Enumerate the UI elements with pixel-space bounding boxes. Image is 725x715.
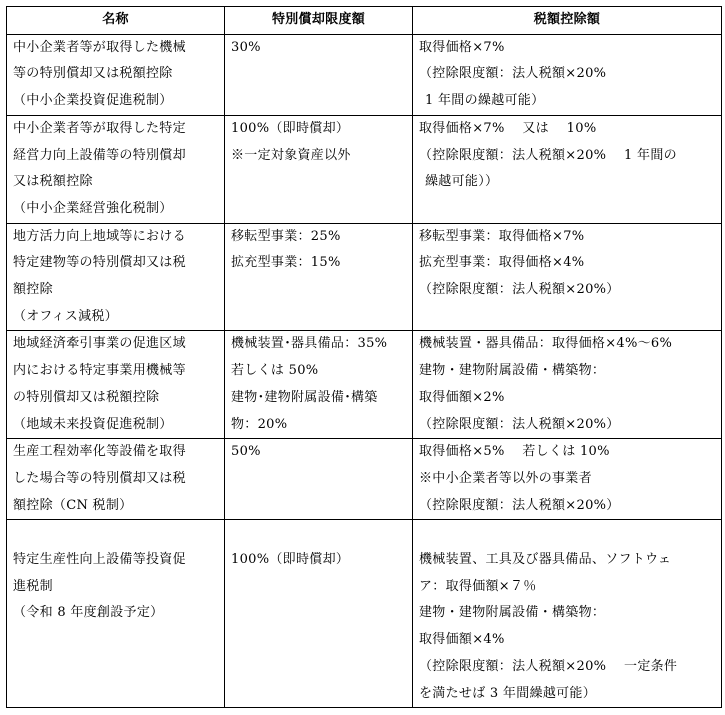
table-row: [7, 331, 722, 439]
cell-line: を満たせば 3 年間繰越可能）: [419, 685, 597, 701]
cell-line: 建物・建物附属設備・構築物：: [419, 605, 606, 621]
cell-line: 又は税額控除: [13, 174, 93, 190]
cell-line: 物：20%: [231, 416, 288, 432]
cell-line: 機械装置、工具及び器具備品、ソフトウェ: [419, 552, 672, 568]
cell-deduction: [413, 439, 722, 520]
cell-line: 取得価額×4%: [419, 632, 505, 648]
cell-line: 特定建物等の特別償却又は税: [13, 255, 186, 271]
cell-line: （オフィス減税）: [13, 308, 118, 324]
cell-line: 機械装置･器具備品：35%: [231, 336, 388, 352]
cell-line: 機械装置・器具備品：取得価格×4%～6%: [419, 336, 673, 352]
cell-depreciation: [225, 223, 413, 331]
cell-line: 生産工程効率化等設備を取得: [13, 444, 186, 460]
table-row: [7, 223, 722, 331]
cell-line: 建物･建物附属設備･構築: [231, 389, 378, 405]
cell-line: 中小企業者等が取得した機械: [13, 39, 186, 55]
cell-line: 移転型事業：取得価格×7%: [419, 228, 585, 244]
cell-line: （中小企業経営強化税制）: [13, 200, 173, 216]
cell-line: （控除限度額：法人税額×20%）: [419, 497, 620, 513]
cell-name: [7, 115, 225, 223]
cell-line: 額控除（CN 税制）: [13, 497, 133, 513]
cell-line: ア：取得価額×７％: [419, 578, 537, 594]
cell-line: 繰越可能））: [425, 174, 499, 190]
cell-name: [7, 439, 225, 520]
cell-line: 特定生産性向上設備等投資促: [13, 552, 186, 568]
cell-line: 1 年間の繰越可能）: [425, 93, 545, 109]
cell-line: （中小企業投資促進税制）: [13, 93, 173, 109]
cell-line: 額控除: [13, 282, 53, 298]
cell-deduction: [413, 520, 722, 708]
cell-line: （控除限度額：法人税額×20% 一定条件: [419, 658, 678, 674]
cell-depreciation: [225, 439, 413, 520]
cell-line: 進税制: [13, 578, 53, 594]
cell-name: [7, 223, 225, 331]
cell-deduction: [413, 115, 722, 223]
cell-depreciation: [225, 331, 413, 439]
cell-line: 地域経済牽引事業の促進区域: [13, 336, 186, 352]
cell-line: 拡充型事業：取得価格×4%: [419, 255, 585, 271]
cell-depreciation: [225, 34, 413, 115]
table-row: [7, 34, 722, 115]
cell-line: 経営力向上設備等の特別償却: [13, 147, 186, 163]
table-row: [7, 520, 722, 708]
cell-line: 地方活力向上地域等における: [13, 228, 186, 244]
cell-line: 30%: [231, 39, 261, 55]
cell-line: 取得価格×7%: [419, 39, 505, 55]
table-header-row: [7, 7, 722, 35]
cell-name: [7, 331, 225, 439]
cell-deduction: [413, 34, 722, 115]
cell-line: [231, 520, 412, 547]
cell-depreciation: [225, 520, 413, 708]
cell-line: [419, 520, 721, 547]
cell-line: 取得価格×7% 又は 10%: [419, 120, 597, 136]
cell-line: 100%（即時償却）: [231, 120, 350, 136]
cell-name: [7, 34, 225, 115]
cell-deduction: [413, 223, 722, 331]
cell-line: 100%（即時償却）: [231, 552, 350, 568]
cell-line: 拡充型事業：15%: [231, 255, 341, 271]
cell-line: （控除限度額：法人税額×20% 1 年間の: [419, 147, 677, 163]
cell-name: [7, 520, 225, 708]
cell-deduction: [413, 331, 722, 439]
cell-line: ※一定対象資産以外: [231, 147, 351, 163]
cell-line: （地域未来投資促進税制）: [13, 416, 173, 432]
header-depreciation: 特別償却限度額: [225, 7, 413, 35]
cell-line: （令和 8 年度創設予定）: [13, 605, 164, 621]
cell-line: [13, 520, 224, 547]
cell-line: の特別償却又は税額控除: [13, 389, 160, 405]
tax-incentive-table: [6, 6, 722, 708]
cell-line: 建物・建物附属設備・構築物：: [419, 363, 606, 379]
cell-line: 内における特定事業用機械等: [13, 363, 186, 379]
cell-line: 取得価格×5% 若しくは 10%: [419, 444, 610, 460]
header-deduction: 税額控除額: [413, 7, 722, 35]
table-row: [7, 439, 722, 520]
cell-line: した場合等の特別償却又は税: [13, 470, 186, 486]
cell-depreciation: [225, 115, 413, 223]
cell-line: 等の特別償却又は税額控除: [13, 66, 173, 82]
cell-line: 取得価額×2%: [419, 389, 505, 405]
header-name: 名称: [7, 7, 225, 35]
cell-line: （控除限度額：法人税額×20%）: [419, 282, 620, 298]
table-row: [7, 115, 722, 223]
cell-line: 移転型事業：25%: [231, 228, 341, 244]
cell-line: 中小企業者等が取得した特定: [13, 120, 186, 136]
cell-line: 若しくは 50%: [231, 363, 319, 379]
cell-line: （控除限度額：法人税額×20%: [419, 66, 607, 82]
cell-line: （控除限度額：法人税額×20%）: [419, 416, 620, 432]
cell-line: ※中小企業者等以外の事業者: [419, 470, 592, 486]
cell-line: 50%: [231, 444, 261, 460]
